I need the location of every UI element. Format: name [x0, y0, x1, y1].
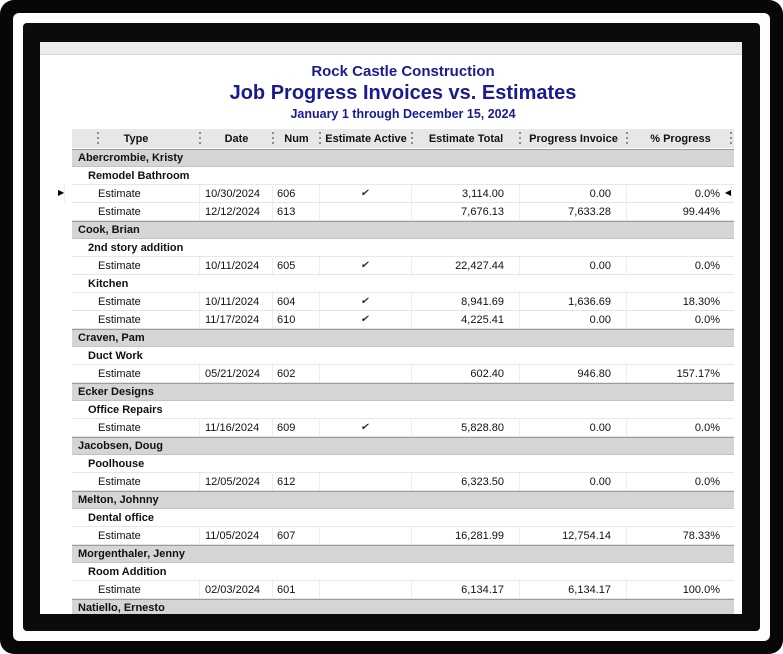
cell-estimate-active — [320, 203, 412, 220]
column-resize-handle-icon[interactable] — [411, 132, 413, 145]
cell-progress-invoice: 946.80 — [520, 365, 627, 382]
estimate-row[interactable] — [72, 365, 734, 383]
cell-progress-invoice: 1,636.69 — [520, 293, 627, 310]
job-name: 2nd story addition — [88, 241, 184, 254]
customer-group-row[interactable] — [72, 221, 734, 239]
customer-group-row[interactable] — [72, 491, 734, 509]
estimate-row[interactable] — [72, 581, 734, 599]
customer-name: Melton, Johnny — [78, 494, 159, 506]
column-header-progress-invoice[interactable]: Progress Invoice — [529, 132, 618, 145]
column-header-num[interactable]: Num — [284, 132, 309, 145]
customer-name: Ecker Designs — [78, 386, 154, 398]
cell-type: Estimate — [72, 419, 200, 436]
window-top-strip — [40, 42, 742, 55]
column-resize-handle-icon[interactable] — [199, 132, 201, 145]
cell-num: 610 — [273, 311, 320, 328]
column-resize-handle-icon[interactable] — [272, 132, 274, 145]
cell-type: Estimate — [72, 581, 200, 598]
customer-name: Cook, Brian — [78, 224, 140, 236]
job-name: Remodel Bathroom — [88, 169, 190, 182]
job-group-row[interactable] — [72, 275, 734, 293]
customer-group-row[interactable] — [72, 149, 734, 167]
cell-num: 609 — [273, 419, 320, 436]
report-title: Job Progress Invoices vs. Estimates — [229, 82, 577, 104]
estimate-active-check-icon: ✔ — [360, 260, 371, 271]
job-group-row[interactable] — [72, 347, 734, 365]
cell-estimate-active — [320, 527, 412, 544]
job-name: Poolhouse — [88, 457, 145, 470]
job-group-row[interactable] — [72, 239, 734, 257]
cell-date: 12/12/2024 — [200, 203, 273, 220]
cell-estimate-total: 3,114.00 — [412, 185, 520, 202]
cell-date: 11/17/2024 — [200, 311, 273, 328]
column-header-date[interactable]: Date — [224, 132, 249, 145]
table-body — [58, 149, 734, 614]
cell-date: 02/03/2024 — [200, 581, 273, 598]
cell-estimate-total: 8,941.69 — [412, 293, 520, 310]
cell-date: 10/11/2024 — [200, 293, 273, 310]
cell-date: 12/05/2024 — [200, 473, 273, 490]
cell-type: Estimate — [72, 311, 200, 328]
cell-type: Estimate — [72, 257, 200, 274]
cell-progress-invoice: 0.00 — [520, 257, 627, 274]
cell-pct-progress: 0.0% — [694, 259, 720, 272]
column-resize-handle-icon[interactable] — [97, 132, 99, 145]
job-group-row[interactable] — [72, 455, 734, 473]
customer-name: Jacobsen, Doug — [78, 440, 163, 452]
cell-num: 606 — [273, 185, 320, 202]
job-group-row[interactable] — [72, 401, 734, 419]
cell-pct-progress: 100.0% — [682, 583, 720, 596]
cell-num: 612 — [273, 473, 320, 490]
customer-name: Craven, Pam — [78, 332, 145, 344]
cell-progress-invoice: 0.00 — [520, 311, 627, 328]
cell-date: 05/21/2024 — [200, 365, 273, 382]
cell-num: 613 — [273, 203, 320, 220]
cell-type: Estimate — [72, 365, 200, 382]
cell-estimate-active — [320, 581, 412, 598]
table-header-row — [72, 129, 734, 148]
cell-num: 607 — [273, 527, 320, 544]
customer-name: Natiello, Ernesto — [78, 602, 165, 614]
selected-row-pointer-left-icon: ▶ — [58, 185, 65, 202]
column-header-pct-progress[interactable]: % Progress — [650, 132, 711, 145]
cell-estimate-total: 4,225.41 — [412, 311, 520, 328]
cell-estimate-total: 22,427.44 — [412, 257, 520, 274]
cell-type: Estimate — [72, 527, 200, 544]
estimate-active-check-icon: ✔ — [360, 314, 371, 325]
customer-group-row[interactable] — [72, 437, 734, 455]
column-header-estimate-active[interactable]: Estimate Active — [325, 132, 407, 145]
cell-progress-invoice: 7,633.28 — [520, 203, 627, 220]
cell-type: Estimate — [72, 473, 200, 490]
cell-estimate-total: 6,134.17 — [412, 581, 520, 598]
estimate-active-check-icon: ✔ — [360, 296, 371, 307]
report-table — [58, 129, 734, 614]
cell-progress-invoice: 0.00 — [520, 185, 627, 202]
cell-pct-progress: 0.0% — [694, 475, 720, 488]
cell-estimate-total: 6,323.50 — [412, 473, 520, 490]
cell-estimate-active — [320, 257, 412, 274]
customer-name: Abercrombie, Kristy — [78, 152, 184, 164]
cell-pct-progress: 78.33% — [682, 529, 720, 542]
estimate-row[interactable] — [72, 419, 734, 437]
report-window — [40, 42, 742, 614]
cell-num: 602 — [273, 365, 320, 382]
estimate-row[interactable] — [72, 473, 734, 491]
customer-name: Morgenthaler, Jenny — [78, 548, 185, 560]
cell-estimate-total: 7,676.13 — [412, 203, 520, 220]
column-resize-handle-icon[interactable] — [730, 132, 732, 145]
estimate-row[interactable] — [72, 527, 734, 545]
customer-group-row[interactable] — [72, 599, 734, 614]
cell-estimate-active — [320, 419, 412, 436]
cell-date: 10/30/2024 — [200, 185, 273, 202]
customer-group-row[interactable] — [72, 383, 734, 401]
estimate-row[interactable] — [72, 293, 734, 311]
cell-num: 605 — [273, 257, 320, 274]
job-name: Office Repairs — [88, 403, 163, 416]
cell-estimate-total: 16,281.99 — [412, 527, 520, 544]
cell-pct-progress: 99.44% — [682, 205, 720, 218]
column-header-estimate-total[interactable]: Estimate Total — [428, 132, 504, 145]
cell-date: 11/16/2024 — [200, 419, 273, 436]
column-header-type[interactable]: Type — [123, 132, 149, 145]
company-name: Rock Castle Construction — [311, 63, 495, 80]
job-name: Dental office — [88, 511, 155, 524]
job-name: Duct Work — [88, 349, 143, 362]
estimate-row[interactable] — [58, 185, 734, 203]
column-resize-handle-icon[interactable] — [626, 132, 628, 145]
customer-group-row[interactable] — [72, 545, 734, 563]
cell-type: Estimate — [72, 185, 200, 202]
cell-estimate-active — [320, 185, 412, 202]
cell-pct-progress: 0.0% — [694, 421, 720, 434]
cell-estimate-active — [320, 311, 412, 328]
estimate-row[interactable] — [72, 311, 734, 329]
cell-estimate-active — [320, 473, 412, 490]
cell-num: 604 — [273, 293, 320, 310]
estimate-active-check-icon: ✔ — [360, 422, 371, 433]
cell-estimate-total: 5,828.80 — [412, 419, 520, 436]
cell-progress-invoice: 0.00 — [520, 419, 627, 436]
cell-pct-progress: 0.0% — [694, 187, 720, 200]
customer-group-row[interactable] — [72, 329, 734, 347]
cell-estimate-active — [320, 365, 412, 382]
job-group-row[interactable] — [72, 167, 734, 185]
cell-progress-invoice: 6,134.17 — [520, 581, 627, 598]
cell-type: Estimate — [72, 293, 200, 310]
cell-pct-progress: 18.30% — [682, 295, 720, 308]
estimate-row[interactable] — [72, 203, 734, 221]
cell-progress-invoice: 12,754.14 — [520, 527, 627, 544]
report-header — [72, 63, 734, 122]
selected-row-pointer-right-icon: ◀ — [725, 185, 732, 202]
cell-progress-invoice: 0.00 — [520, 473, 627, 490]
cell-pct-progress: 157.17% — [676, 367, 720, 380]
cell-estimate-active — [320, 293, 412, 310]
cell-date: 11/05/2024 — [200, 527, 273, 544]
cell-type: Estimate — [72, 203, 200, 220]
cell-date: 10/11/2024 — [200, 257, 273, 274]
cell-pct-progress: 0.0% — [694, 313, 720, 326]
job-name: Room Addition — [88, 565, 167, 578]
report-date-range: January 1 through December 15, 2024 — [290, 107, 516, 121]
job-group-row[interactable] — [72, 563, 734, 581]
column-resize-handle-icon[interactable] — [319, 132, 321, 145]
job-name: Kitchen — [88, 277, 129, 290]
estimate-active-check-icon: ✔ — [360, 188, 371, 199]
column-resize-handle-icon[interactable] — [519, 132, 521, 145]
cell-num: 601 — [273, 581, 320, 598]
cell-estimate-total: 602.40 — [412, 365, 520, 382]
estimate-row[interactable] — [72, 257, 734, 275]
job-group-row[interactable] — [72, 509, 734, 527]
